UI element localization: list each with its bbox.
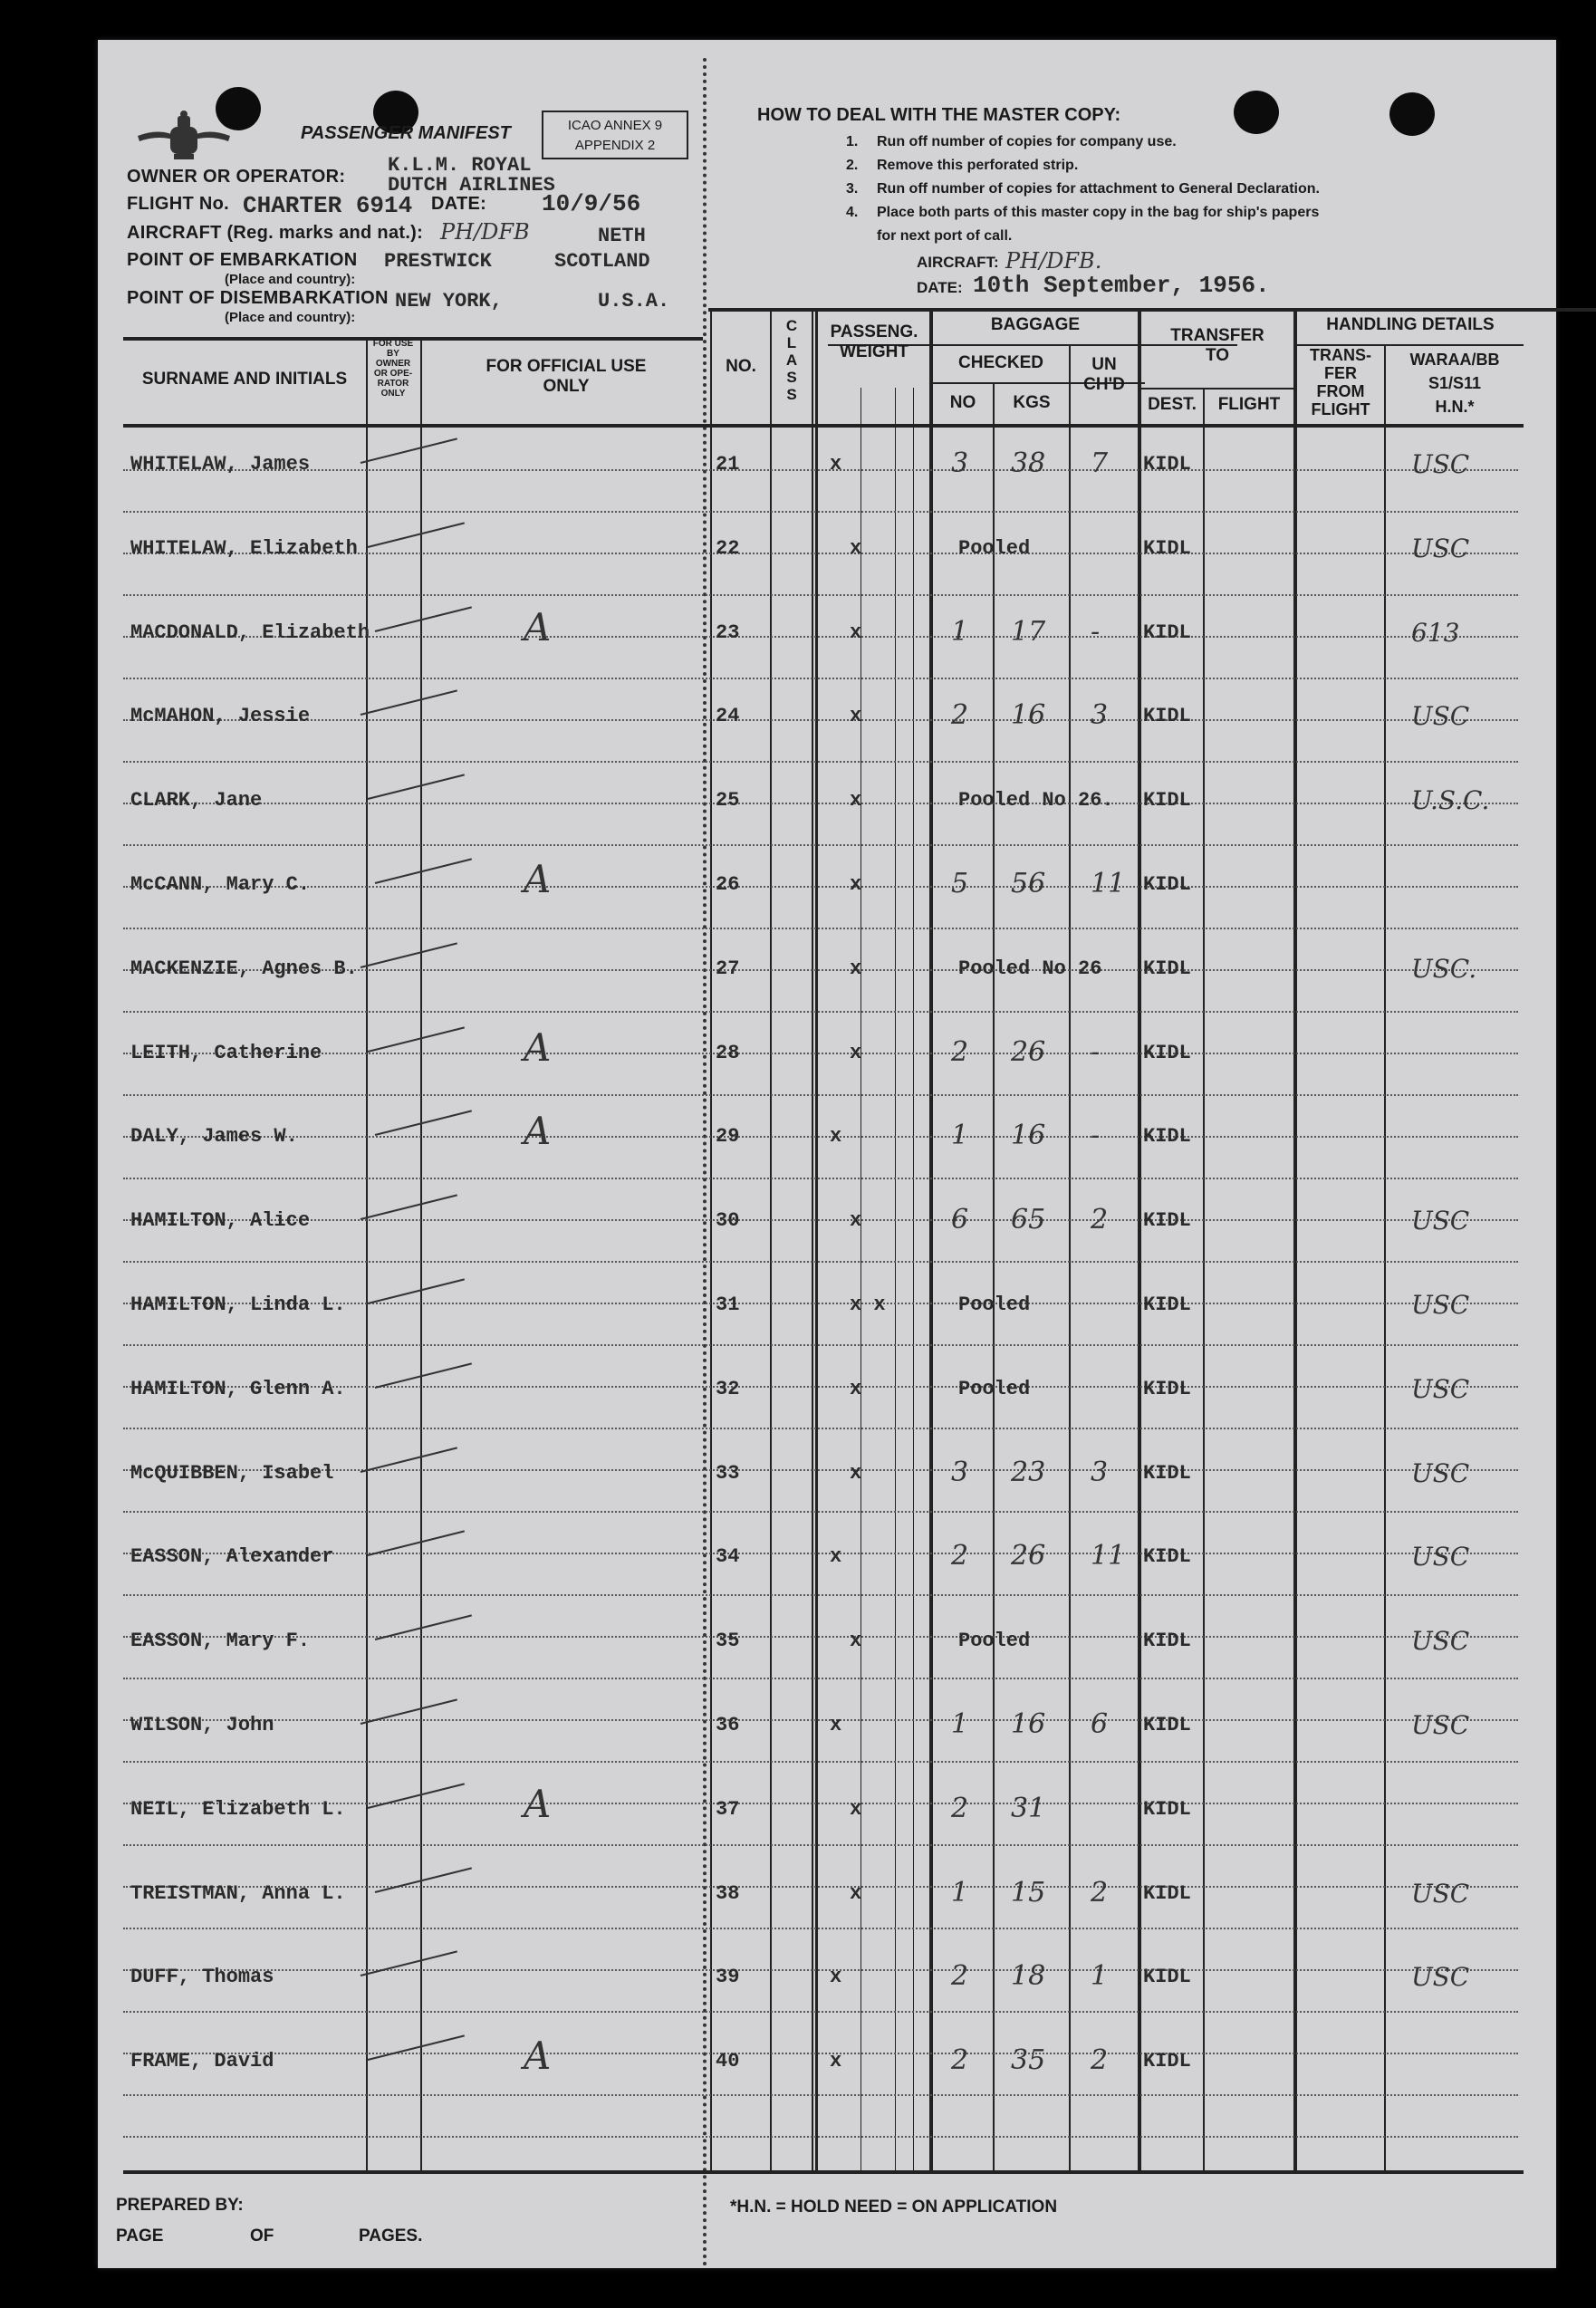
destination: KIDL: [1143, 1630, 1191, 1653]
instr-date-label: DATE:: [917, 279, 963, 296]
passenger-name: DALY, James W.: [130, 1125, 298, 1149]
header-transfer: TRANSFER TO: [1170, 326, 1264, 365]
passenger-no: 32: [716, 1377, 740, 1400]
bag-kgs: 26: [1011, 1035, 1046, 1068]
header-flight: FLIGHT: [1217, 395, 1281, 414]
table-bottom-rule: [123, 2170, 1524, 2174]
weight-mark: x: [850, 1209, 862, 1233]
form-title: PASSENGER MANIFEST: [301, 123, 511, 143]
bag-kgs: 26: [1011, 1540, 1046, 1572]
bag-unchecked: -: [1091, 615, 1101, 648]
bag-count: 2: [951, 1035, 969, 1068]
handling-code: 613: [1411, 617, 1460, 648]
pen-tick-mark: [368, 774, 465, 801]
pooled-note: Pooled: [958, 1293, 1031, 1316]
handling-code: USC: [1411, 1457, 1470, 1488]
weight-mark: x: [850, 957, 862, 980]
owner-value-1: K.L.M. ROYAL: [388, 154, 532, 177]
passenger-name: HAMILTON, Alice: [130, 1209, 311, 1233]
passenger-name: McQUIBBEN, Isabel: [130, 1461, 334, 1485]
handling-code: USC: [1411, 1373, 1470, 1404]
punch-hole: [1234, 91, 1279, 134]
table-row: [98, 765, 1556, 849]
pen-tick-mark: [361, 438, 457, 464]
destination: KIDL: [1143, 1797, 1191, 1821]
pen-tick-mark: [368, 1783, 465, 1809]
handling-code: USC: [1411, 533, 1470, 563]
table-row: [98, 1354, 1556, 1438]
pen-tick-mark: [375, 1615, 472, 1641]
embark-place: PRESTWICK: [384, 250, 492, 273]
passenger-name: EASSON, Mary F.: [130, 1630, 311, 1653]
handling-code: USC.: [1411, 953, 1477, 984]
pen-tick-mark: [375, 1111, 472, 1137]
header-handling: HANDLING DETAILS: [1326, 315, 1495, 334]
table-row: [98, 681, 1556, 765]
page-label: PAGE: [116, 2226, 164, 2245]
destination: KIDL: [1143, 1966, 1191, 1989]
instruction-item: 4. Place both parts of this master copy in the bag for ship's papers: [846, 205, 1320, 220]
header-waraa: WARAA/BB S1/S11 H.N.*: [1409, 351, 1500, 416]
header-class: C L A S S: [785, 317, 798, 403]
passenger-name: TREISTMAN, Anna L.: [130, 1881, 346, 1905]
passenger-name: McMAHON, Jessie: [130, 705, 311, 728]
destination: KIDL: [1143, 453, 1191, 476]
pooled-note: Pooled: [958, 536, 1031, 560]
aircraft-nat: NETH: [598, 225, 646, 247]
handling-code: USC: [1411, 1710, 1470, 1740]
bag-unchecked: 6: [1091, 1708, 1109, 1740]
passenger-name: DUFF, Thomas: [130, 1966, 274, 1989]
official-note: A: [524, 1024, 552, 1070]
official-note: A: [524, 1781, 552, 1826]
table-row: [98, 1774, 1556, 1858]
pen-tick-mark: [368, 2035, 465, 2062]
bag-unchecked: -: [1091, 1120, 1101, 1152]
header-rule: [708, 308, 1596, 312]
bag-kgs: 56: [1011, 868, 1046, 899]
passenger-no: 22: [716, 536, 740, 560]
weight-mark: x: [850, 789, 862, 813]
bag-unchecked: 11: [1091, 1540, 1126, 1572]
instr-aircraft-value: PH/DFB.: [1005, 248, 1102, 274]
passenger-name: HAMILTON, Glenn A.: [130, 1377, 346, 1400]
header-kgs: KGS: [1013, 393, 1051, 412]
bag-unchecked: 2: [1091, 2044, 1109, 2077]
annex-line-2: APPENDIX 2: [574, 138, 656, 153]
destination: KIDL: [1143, 1041, 1191, 1064]
passenger-no: 38: [716, 1881, 740, 1905]
aircraft-label: AIRCRAFT (Reg. marks and nat.):: [127, 223, 424, 243]
bag-unchecked: 2: [1091, 1876, 1109, 1909]
bag-count: 1: [951, 1120, 969, 1152]
passenger-name: MACDONALD, Elizabeth: [130, 620, 370, 644]
embark-country: SCOTLAND: [554, 250, 650, 273]
header-transfer-from: TRANS- FER FROM FLIGHT: [1310, 346, 1371, 418]
handling-code: USC: [1411, 1878, 1470, 1909]
weight-mark: x: [850, 873, 862, 896]
bag-kgs: 16: [1011, 699, 1046, 732]
bag-count: 2: [951, 699, 969, 732]
weight-mark: x: [850, 1797, 862, 1821]
instruction-item: 2. Remove this perforated strip.: [846, 158, 1079, 173]
header-bag-no: NO: [949, 393, 976, 412]
destination: KIDL: [1143, 1293, 1191, 1316]
bag-unchecked: 1: [1091, 1960, 1109, 1993]
table-row: [98, 1690, 1556, 1774]
weight-mark: x: [850, 1041, 862, 1064]
flight-label: FLIGHT No.: [127, 194, 229, 214]
manifest-sheet: [98, 40, 1556, 2268]
pen-tick-mark: [361, 1698, 457, 1725]
bag-unchecked: 3: [1091, 1456, 1109, 1488]
class-mark: x: [830, 1545, 842, 1569]
passenger-no: 33: [716, 1461, 740, 1485]
pen-tick-mark: [375, 606, 472, 632]
instruction-item: for next port of call.: [877, 228, 1013, 244]
instr-aircraft-label: AIRCRAFT:: [917, 254, 999, 271]
weight-mark: x: [850, 1881, 862, 1905]
class-mark: x: [830, 2050, 842, 2073]
bag-count: 5: [951, 868, 969, 899]
passenger-name: LEITH, Catherine: [130, 1041, 322, 1064]
passenger-no: 29: [716, 1125, 740, 1149]
passenger-no: 25: [716, 789, 740, 813]
annex-box: [542, 111, 688, 159]
passenger-no: 34: [716, 1545, 740, 1569]
class-mark: x: [830, 1125, 842, 1149]
bag-kgs: 35: [1011, 2044, 1046, 2077]
pages-label: PAGES.: [359, 2226, 423, 2245]
header-surname: SURNAME AND INITIALS: [141, 370, 348, 389]
passenger-no: 24: [716, 705, 740, 728]
bag-count: 2: [951, 1792, 969, 1824]
pen-tick-mark: [361, 1447, 457, 1473]
header-baggage: BAGGAGE: [990, 315, 1081, 334]
table-row: [98, 598, 1556, 681]
passenger-no: 27: [716, 957, 740, 980]
pen-tick-mark: [375, 858, 472, 884]
passenger-name: FRAME, David: [130, 2050, 274, 2073]
place-country-hint: (Place and country):: [225, 272, 356, 287]
bag-unchecked: 2: [1091, 1204, 1109, 1236]
table-row: [98, 1942, 1556, 2025]
pen-tick-mark: [361, 690, 457, 716]
destination: KIDL: [1143, 1209, 1191, 1233]
pen-tick-mark: [375, 1867, 472, 1893]
handling-code: USC: [1411, 449, 1470, 479]
passenger-no: 31: [716, 1293, 740, 1316]
instruction-item: 1. Run off number of copies for company use.: [846, 134, 1177, 149]
passenger-no: 30: [716, 1209, 740, 1233]
destination: KIDL: [1143, 1461, 1191, 1485]
header-passeng-weight: PASSENG. WEIGHT: [830, 322, 918, 361]
bag-kgs: 18: [1011, 1960, 1046, 1993]
bag-count: 2: [951, 1540, 969, 1572]
table-row: [98, 1522, 1556, 1605]
table-row: [98, 1101, 1556, 1185]
weight-mark: x: [850, 705, 862, 728]
header-no: NO.: [726, 357, 756, 376]
official-note: A: [524, 857, 552, 901]
weight-mark: x: [850, 620, 862, 644]
table-row: [98, 1186, 1556, 1269]
instruction-item: 3. Run off number of copies for attachment to General Declaration.: [846, 181, 1320, 197]
official-note: A: [524, 604, 552, 649]
disembark-place: NEW YORK,: [395, 290, 503, 313]
passenger-no: 26: [716, 873, 740, 896]
bag-kgs: 65: [1011, 1204, 1046, 1236]
header-unchd: UN CH'D: [1083, 355, 1125, 394]
destination: KIDL: [1143, 2050, 1191, 2073]
flight-value: CHARTER 6914: [243, 192, 413, 219]
bag-count: 2: [951, 2044, 969, 2077]
destination: KIDL: [1143, 1545, 1191, 1569]
bag-kgs: 16: [1011, 1120, 1046, 1152]
table-row: [98, 1270, 1556, 1353]
passenger-name: WILSON, John: [130, 1714, 274, 1736]
table-row: [98, 1438, 1556, 1522]
header-dest: DEST.: [1148, 395, 1197, 414]
destination: KIDL: [1143, 536, 1191, 560]
bag-count: 1: [951, 1876, 969, 1909]
owner-value-2: DUTCH AIRLINES: [388, 174, 555, 197]
pooled-note: Pooled No 26.: [958, 789, 1114, 813]
header-rule: [123, 424, 1524, 428]
passenger-name: NEIL, Elizabeth L.: [130, 1797, 346, 1821]
class-mark: x: [830, 1714, 842, 1736]
passenger-name: MACKENZIE, Agnes B.: [130, 957, 358, 980]
weight-mark: x: [850, 536, 862, 560]
passenger-name: WHITELAW, Elizabeth: [130, 536, 358, 560]
pooled-note: Pooled No 26: [958, 957, 1102, 980]
disembark-label: POINT OF DISEMBARKATION: [127, 288, 389, 308]
footnote: *H.N. = HOLD NEED = ON APPLICATION: [730, 2197, 1058, 2217]
row-separator: [123, 2136, 1518, 2138]
bag-count: 1: [951, 1708, 969, 1740]
embark-label: POINT OF EMBARKATION: [127, 250, 358, 270]
instr-date-value: 10th September, 1956.: [973, 272, 1270, 299]
passenger-no: 35: [716, 1630, 740, 1653]
bag-unchecked: 3: [1091, 699, 1109, 732]
class-mark: x: [830, 1966, 842, 1989]
passenger-no: 21: [716, 453, 740, 476]
disembark-country: U.S.A.: [598, 290, 670, 313]
handling-code: USC: [1411, 1290, 1470, 1320]
pen-tick-mark: [375, 1362, 472, 1389]
pen-tick-mark: [368, 1531, 465, 1557]
pen-tick-mark: [368, 1026, 465, 1053]
instructions-heading: HOW TO DEAL WITH THE MASTER COPY:: [757, 105, 1121, 125]
table-row: [98, 2026, 1556, 2110]
bag-count: 3: [951, 1456, 969, 1488]
destination: KIDL: [1143, 1881, 1191, 1905]
passenger-no: 39: [716, 1966, 740, 1989]
bag-count: 3: [951, 447, 969, 479]
aircraft-value: PH/DFB: [440, 219, 530, 245]
bag-kgs: 15: [1011, 1876, 1046, 1909]
bag-count: 6: [951, 1204, 969, 1236]
handling-code: USC: [1411, 1206, 1470, 1236]
header-checked: CHECKED: [958, 353, 1043, 372]
klm-crown-logo: [134, 111, 234, 165]
weight-mark: x: [850, 1630, 862, 1653]
passenger-no: 40: [716, 2050, 740, 2073]
table-row: [98, 429, 1556, 513]
pen-tick-mark: [368, 1278, 465, 1304]
sub-rule: [1141, 388, 1297, 389]
header-owner-use: FOR USE BY OWNER OR OPE- RATOR ONLY: [372, 339, 414, 399]
table-row: [98, 1606, 1556, 1689]
pooled-note: Pooled: [958, 1377, 1031, 1400]
destination: KIDL: [1143, 957, 1191, 980]
handling-code: USC: [1411, 1962, 1470, 1993]
handling-code: U.S.C.: [1411, 785, 1490, 816]
bag-kgs: 38: [1011, 447, 1046, 479]
passenger-name: EASSON, Alexander: [130, 1545, 334, 1569]
pen-tick-mark: [368, 522, 465, 548]
date-label: DATE:: [431, 194, 487, 214]
bag-kgs: 23: [1011, 1456, 1046, 1488]
destination: KIDL: [1143, 705, 1191, 728]
official-note: A: [524, 1109, 552, 1154]
passenger-no: 36: [716, 1714, 740, 1736]
passenger-name: HAMILTON, Linda L.: [130, 1293, 346, 1316]
passenger-no: 23: [716, 620, 740, 644]
destination: KIDL: [1143, 1714, 1191, 1736]
table-row: [98, 850, 1556, 933]
destination: KIDL: [1143, 789, 1191, 813]
passenger-name: CLARK, Jane: [130, 789, 263, 813]
punch-hole: [1389, 92, 1435, 136]
destination: KIDL: [1143, 1377, 1191, 1400]
handling-code: USC: [1411, 1626, 1470, 1657]
annex-line-1: ICAO ANNEX 9: [567, 118, 663, 133]
date-value: 10/9/56: [542, 190, 641, 217]
instructions-list: [846, 130, 1320, 248]
handling-code: USC: [1411, 701, 1470, 732]
weight-mark: x: [850, 1461, 862, 1485]
class-mark: x: [830, 453, 842, 476]
pen-tick-mark: [361, 942, 457, 968]
bag-count: 1: [951, 615, 969, 648]
table-row: [98, 934, 1556, 1017]
passenger-name: WHITELAW, James: [130, 453, 311, 476]
of-label: OF: [250, 2226, 274, 2245]
destination: KIDL: [1143, 620, 1191, 644]
pooled-note: Pooled: [958, 1630, 1031, 1653]
table-row: [98, 1859, 1556, 1942]
pen-tick-mark: [361, 1951, 457, 1977]
destination: KIDL: [1143, 873, 1191, 896]
bag-kgs: 17: [1011, 615, 1046, 648]
bag-unchecked: 11: [1091, 868, 1126, 899]
owner-label: OWNER OR OPERATOR:: [127, 167, 346, 187]
passenger-no: 37: [716, 1797, 740, 1821]
bag-count: 2: [951, 1960, 969, 1993]
table-row: [98, 514, 1556, 597]
passenger-name: McCANN, Mary C.: [130, 873, 311, 896]
official-note: A: [524, 2034, 552, 2079]
weight-mark: x x: [850, 1293, 886, 1316]
bag-kgs: 31: [1011, 1792, 1046, 1824]
bag-unchecked: 7: [1091, 447, 1109, 479]
header-official: FOR OFFICIAL USE ONLY: [486, 357, 647, 396]
place-country-hint: (Place and country):: [225, 310, 356, 325]
passenger-no: 28: [716, 1041, 740, 1064]
bag-kgs: 16: [1011, 1708, 1046, 1740]
table-row: [98, 1018, 1556, 1101]
destination: KIDL: [1143, 1125, 1191, 1149]
prepared-by-label: PREPARED BY:: [116, 2196, 244, 2215]
bag-unchecked: -: [1091, 1035, 1101, 1068]
pen-tick-mark: [361, 1195, 457, 1221]
handling-code: USC: [1411, 1542, 1470, 1572]
weight-mark: x: [850, 1377, 862, 1400]
